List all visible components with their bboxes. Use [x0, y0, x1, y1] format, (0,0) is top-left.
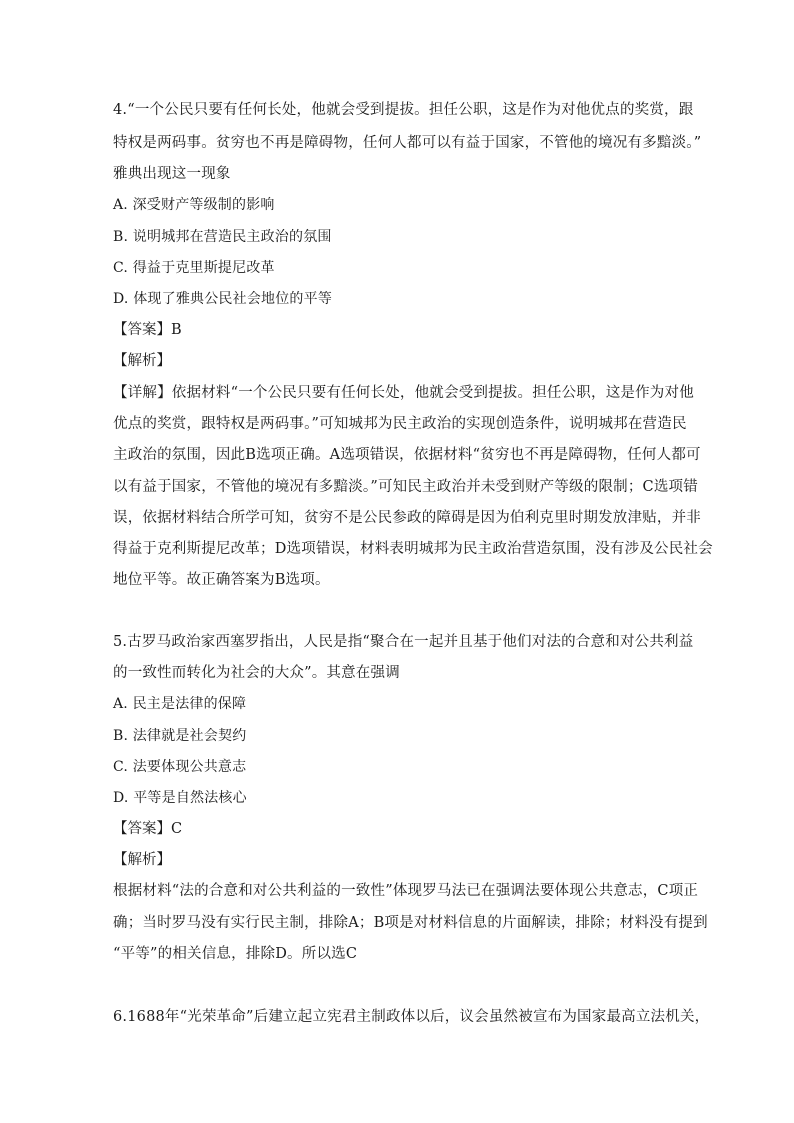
q5-analysis-line-3: “平等”的相关信息，排除D。所以选C [113, 946, 358, 962]
q5-option-c: C. 法要体现公共意志 [113, 759, 247, 775]
q5-stem-line-1: 5.古罗马政治家西塞罗指出，人民是指“聚合在一起并且基于他们对法的合意和对公共利益 [113, 634, 694, 650]
q4-analysis-line-1: 【详解】依据材料“一个公民只要有任何长处，他就会受到提拔。担任公职，这是作为对他 [113, 385, 694, 401]
q6-stem-line-1: 6.1688年“光荣革命”后建立起立宪君主制政体以后，议会虽然被宣布为国家最高立法机关， [113, 1009, 710, 1025]
q4-stem-line-1: 4.“一个公民只要有任何长处，他就会受到提拔。担任公职，这是作为对他优点的奖赏，跟 [113, 102, 694, 118]
q5-option-a: A. 民主是法律的保障 [113, 696, 247, 712]
q5-analysis-line-1: 根据材料“法的合意和对公共利益的一致性”体现罗马法已在强调法要体现公共意志，C项正 [113, 883, 699, 899]
q4-analysis-line-3: 主政治的氛围，因此B选项正确。A选项错误，依据材料“贫穷也不再是障碍物，任何人都可 [113, 447, 701, 463]
q4-option-a: A. 深受财产等级制的影响 [113, 197, 275, 213]
q4-option-c: C. 得益于克里斯提尼改革 [113, 260, 275, 276]
q4-stem-line-2: 特权是两码事。贫穷也不再是障碍物，任何人都可以有益于国家，不管他的境况有多黯淡。” [113, 135, 702, 151]
q5-stem-line-2: 的一致性而转化为社会的大众”。其意在强调 [113, 665, 400, 681]
q4-answer: 【答案】B [113, 322, 182, 338]
q4-analysis-line-6: 得益于克利斯提尼改革；D选项错误，材料表明城邦为民主政治营造氛围，没有涉及公民社会 [113, 541, 713, 557]
q5-analysis-line-2: 确；当时罗马没有实行民主制，排除A；B项是对材料信息的片面解读，排除；材料没有提到 [113, 915, 708, 931]
q5-option-d: D. 平等是自然法核心 [113, 790, 247, 806]
q4-analysis-line-5: 误，依据材料结合所学可知，贫穷不是公民参政的障碍是因为伯利克里时期发放津贴，并非 [113, 510, 701, 526]
q4-analysis-line-7: 地位平等。故正确答案为B选项。 [113, 572, 330, 588]
q5-answer: 【答案】C [113, 821, 183, 837]
q5-analysis-heading: 【解析】 [113, 852, 171, 868]
q5-option-b: B. 法律就是社会契约 [113, 728, 247, 744]
q4-option-b: B. 说明城邦在营造民主政治的氛围 [113, 229, 332, 245]
q4-option-d: D. 体现了雅典公民社会地位的平等 [113, 291, 333, 307]
q4-analysis-line-4: 以有益于国家，不管他的境况有多黯淡。”可知民主政治并未受到财产等级的限制；C选项错 [113, 479, 698, 495]
q4-stem-line-3: 雅典出现这一现象 [113, 166, 231, 182]
q4-analysis-line-2: 优点的奖赏，跟特权是两码事。”可知城邦为民主政治的实现创造条件，说明城邦在营造民 [113, 416, 687, 432]
q4-analysis-heading: 【解析】 [113, 353, 171, 369]
